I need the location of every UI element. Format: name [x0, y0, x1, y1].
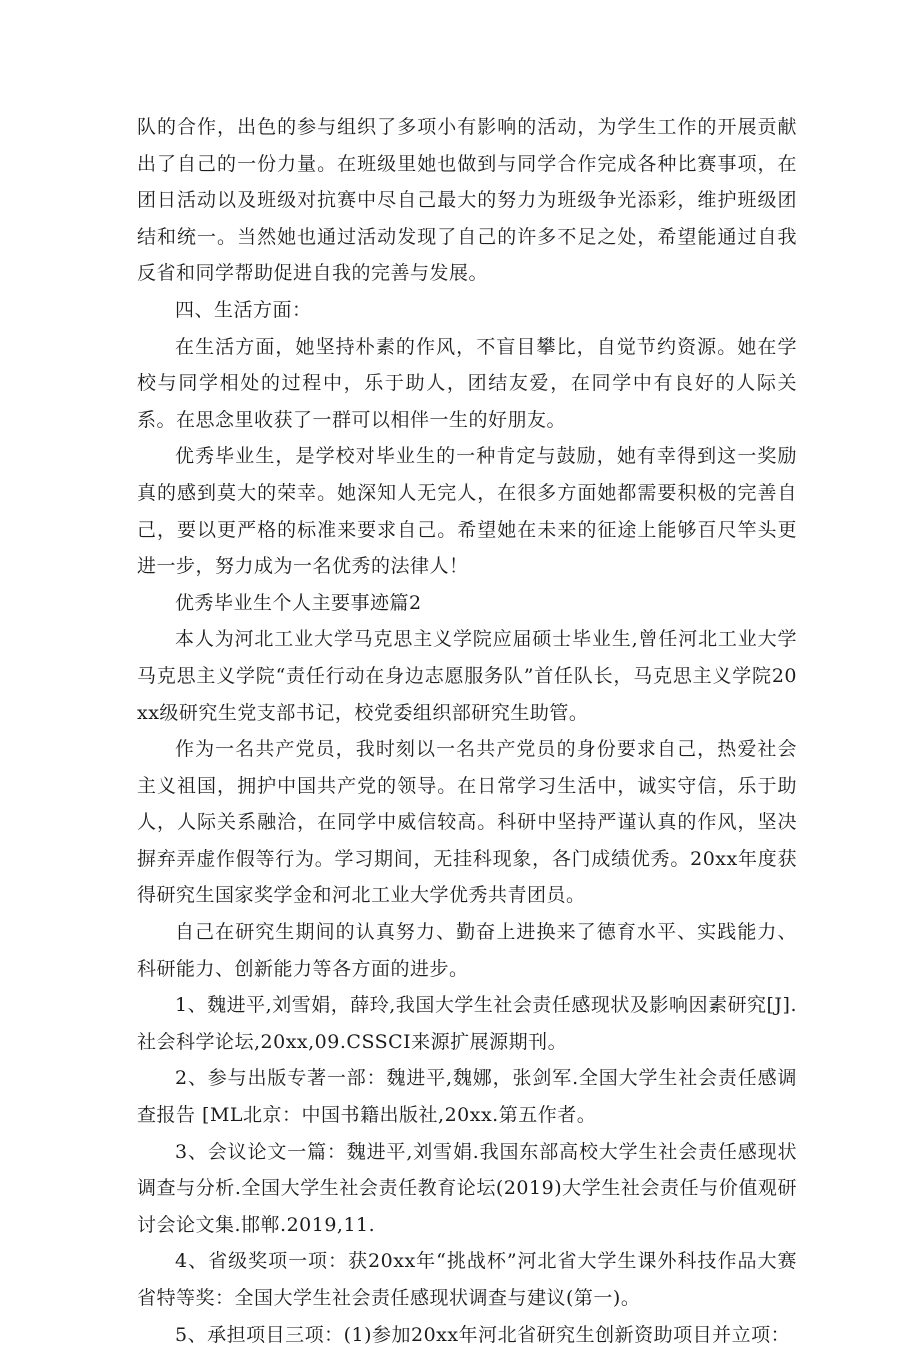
document-body — [137, 109, 797, 1353]
achievement-item-2: 2、参与出版专著一部：魏进平,魏娜，张剑军.全国大学生社会责任感调查报告 [ML北京：中国书籍出版社,20xx.第五作者。 — [137, 1067, 797, 1127]
paragraph-team-cooperation: 队的合作，出色的参与组织了多项小有影响的活动，为学生工作的开展贡献出了自己的一份力量。在班级里她也做到与同学合作完成各种比赛事项，在团日活动以及班级对抗赛中尽自己最大的努力为班级争光添彩，维护班级团结和统一。当然她也通过活动发现了自己的许多不足之处，希望能通过自我反省和同学帮助促进自我的完善与发展。 — [137, 116, 797, 285]
paragraph-party-member: 作为一名共产党员，我时刻以一名共产党员的身份要求自己，热爱社会主义祖国，拥护中国共产党的领导。在日常学习生活中，诚实守信，乐于助人，人际关系融洽，在同学中威信较高。科研中坚持严谨认真的作风，坚决摒弃弄虚作假等行为。学习期间，无挂科现象，各门成绩优秀。20xx年度获得研究生国家奖学金和河北工业大学优秀共青团员。 — [137, 738, 797, 907]
paragraph-honor: 优秀毕业生，是学校对毕业生的一种肯定与鼓励，她有幸得到这一奖励真的感到莫大的荣幸。她深知人无完人，在很多方面她都需要积极的完善自己，要以更严格的标准来要求自己。希望她在未来的征途上能够百尺竿头更进一步，努力成为一名优秀的法律人！ — [137, 445, 797, 578]
achievement-item-4: 4、省级奖项一项：获20xx年“挑战杯”河北省大学生课外科技作品大赛省特等奖：全国大学生社会责任感现状调查与建议(第一)。 — [137, 1250, 797, 1309]
section-heading-life: 四、生活方面： — [175, 298, 312, 321]
paragraph-life-aspect: 在生活方面，她坚持朴素的作风，不盲目攀比，自觉节约资源。她在学校与同学相处的过程中，乐于助人，团结友爱，在同学中有良好的人际关系。在思念里收获了一群可以相伴一生的好朋友。 — [137, 335, 797, 431]
achievement-item-5: 5、承担项目三项：(1)参加20xx年河北省研究生创新资助项目并立项： — [175, 1323, 791, 1346]
achievement-item-3: 3、会议论文一篇：魏进平,刘雪娟.我国东部高校大学生社会责任感现状调查与分析.全国大学生社会责任教育论坛(2019)大学生社会责任与价值观研讨会论文集.邯郸.2019,11. — [137, 1140, 797, 1236]
paragraph-self-introduction: 本人为河北工业大学马克思主义学院应届硕士毕业生,曾任河北工业大学马克思主义学院“责任行动在身边志愿服务队”首任队长，马克思主义学院20xx级研究生党支部书记，校党委组织部研究生助管。 — [137, 628, 797, 724]
paragraph-progress: 自己在研究生期间的认真努力、勤奋上进换来了德育水平、实践能力、科研能力、创新能力等各方面的进步。 — [137, 921, 797, 980]
achievement-item-1: 1、魏进平,刘雪娟，薛玲,我国大学生社会责任感现状及影响因素研究[J].社会科学论坛,20xx,09.CSSCI来源扩展源期刊。 — [137, 994, 797, 1053]
section-heading-article-2: 优秀毕业生个人主要事迹篇2 — [175, 591, 422, 614]
